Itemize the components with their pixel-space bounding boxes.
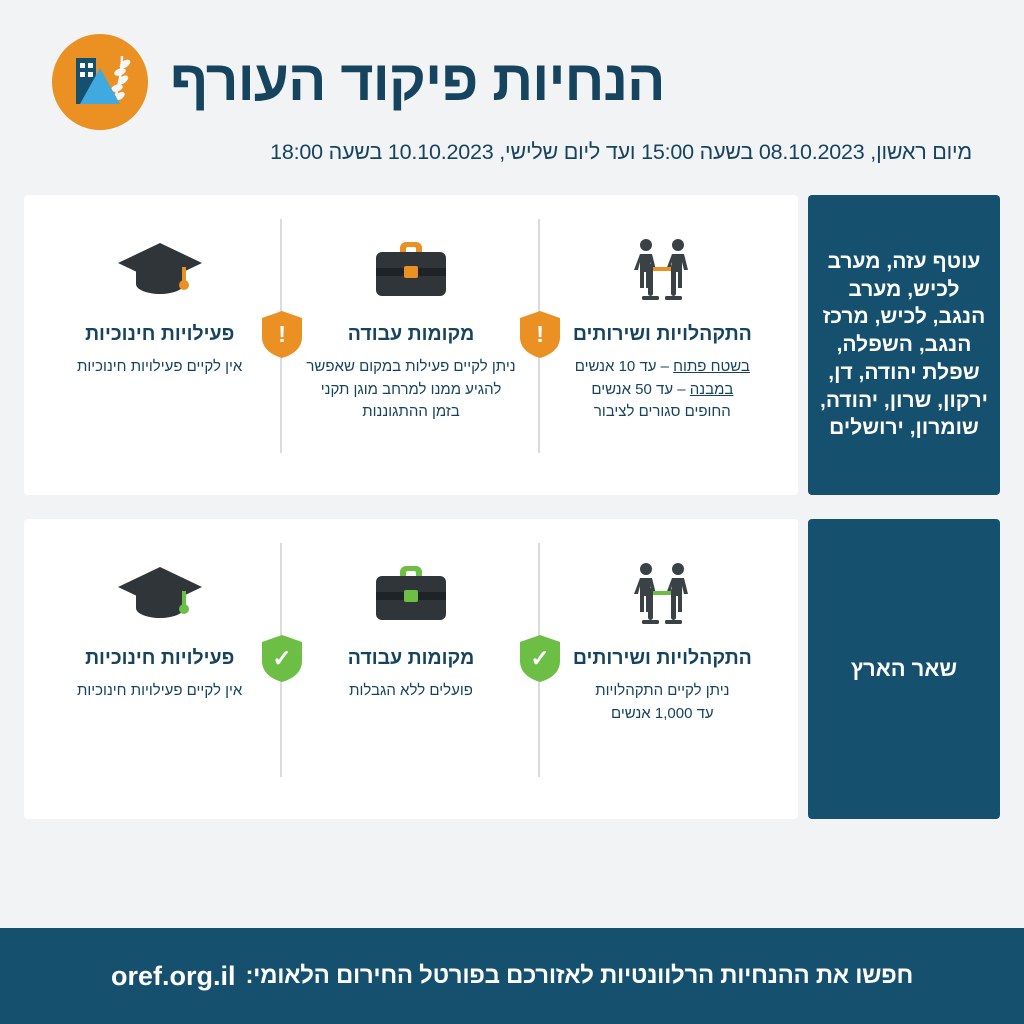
region-label: עוטף עזה, מערב לכיש, מערב הנגב, לכיש, מרכז הנגב, השפלה, שפלת יהודה, דן, ירקון, שרון, יהודה, שומרון, ירושלים <box>820 249 988 440</box>
region-box-restricted <box>808 195 1000 495</box>
band-rest-of-country <box>0 519 1024 819</box>
column-title: התקהלויות ושירותים <box>572 323 752 345</box>
gatherings-line-2: עד 1,000 אנשים <box>611 704 714 722</box>
column-body: פועלים ללא הגבלות <box>349 682 473 699</box>
badge-glyph: ✓ <box>272 645 292 671</box>
column-title: פעילויות חינוכיות <box>85 647 235 669</box>
badge-glyph: ! <box>278 321 286 347</box>
column-body: ניתן לקיים פעילות במקום שאפשר להגיע ממנו למרחב מוגן תקני בזמן ההתגוננות <box>306 358 516 420</box>
column-body <box>595 680 729 725</box>
gathering-people-icon <box>620 549 704 641</box>
briefcase-icon <box>370 225 452 317</box>
gathering-people-icon <box>620 225 704 317</box>
column-title: מקומות עבודה <box>347 323 475 345</box>
guidelines-card-restricted <box>24 195 798 495</box>
briefcase-icon <box>370 549 452 641</box>
column-title: פעילויות חינוכיות <box>85 323 235 345</box>
footer-bar <box>0 928 1024 1024</box>
column-workplaces <box>285 535 536 797</box>
header-row <box>52 34 972 130</box>
footer-url-link[interactable]: oref.org.il <box>110 960 236 991</box>
home-front-command-logo-icon <box>52 34 148 130</box>
column-body: אין לקיים פעילויות חינוכיות <box>77 358 243 375</box>
term-open-area: בשטח פתוח <box>673 358 750 375</box>
status-badge-alert-right <box>520 311 560 358</box>
badge-glyph: ✓ <box>530 645 550 671</box>
badge-glyph: ! <box>536 321 544 347</box>
column-gatherings <box>537 535 788 797</box>
column-title: מקומות עבודה <box>347 647 475 669</box>
region-box-rest <box>808 519 1000 819</box>
column-education <box>34 535 285 797</box>
page-title: הנחיות פיקוד העורף <box>170 49 665 114</box>
footer-text: חפשו את ההנחיות הרלוונטיות לאזורכם בפורטל החירום הלאומי: <box>245 962 914 989</box>
graduation-cap-icon <box>114 225 206 317</box>
graduation-cap-icon <box>114 549 206 641</box>
column-workplaces <box>285 211 536 473</box>
status-badge-ok-left <box>262 635 302 682</box>
guidelines-card-rest <box>24 519 798 819</box>
indoor-rest: – עד 50 אנשים <box>591 380 690 398</box>
column-body: אין לקיים פעילויות חינוכיות <box>77 682 243 699</box>
term-indoor: במבנה <box>689 380 734 398</box>
status-badge-alert-left <box>262 311 302 358</box>
region-label: שאר הארץ <box>850 656 958 682</box>
band-restricted-regions <box>0 195 1024 495</box>
page-subtitle: מיום ראשון, 08.10.2023 בשעה 15:00 ועד ליום שלישי, 10.10.2023 בשעה 18:00 <box>270 140 972 164</box>
column-gatherings <box>537 211 788 473</box>
column-education <box>34 211 285 473</box>
header <box>0 0 1024 165</box>
beaches-line: החופים סגורים לציבור <box>593 403 731 420</box>
open-area-rest: – עד 10 אנשים <box>574 358 674 375</box>
status-badge-ok-right <box>520 635 560 682</box>
gatherings-line-1: ניתן לקיים התקהלויות <box>595 682 730 699</box>
column-body <box>575 356 750 424</box>
column-title: התקהלויות ושירותים <box>572 647 752 669</box>
